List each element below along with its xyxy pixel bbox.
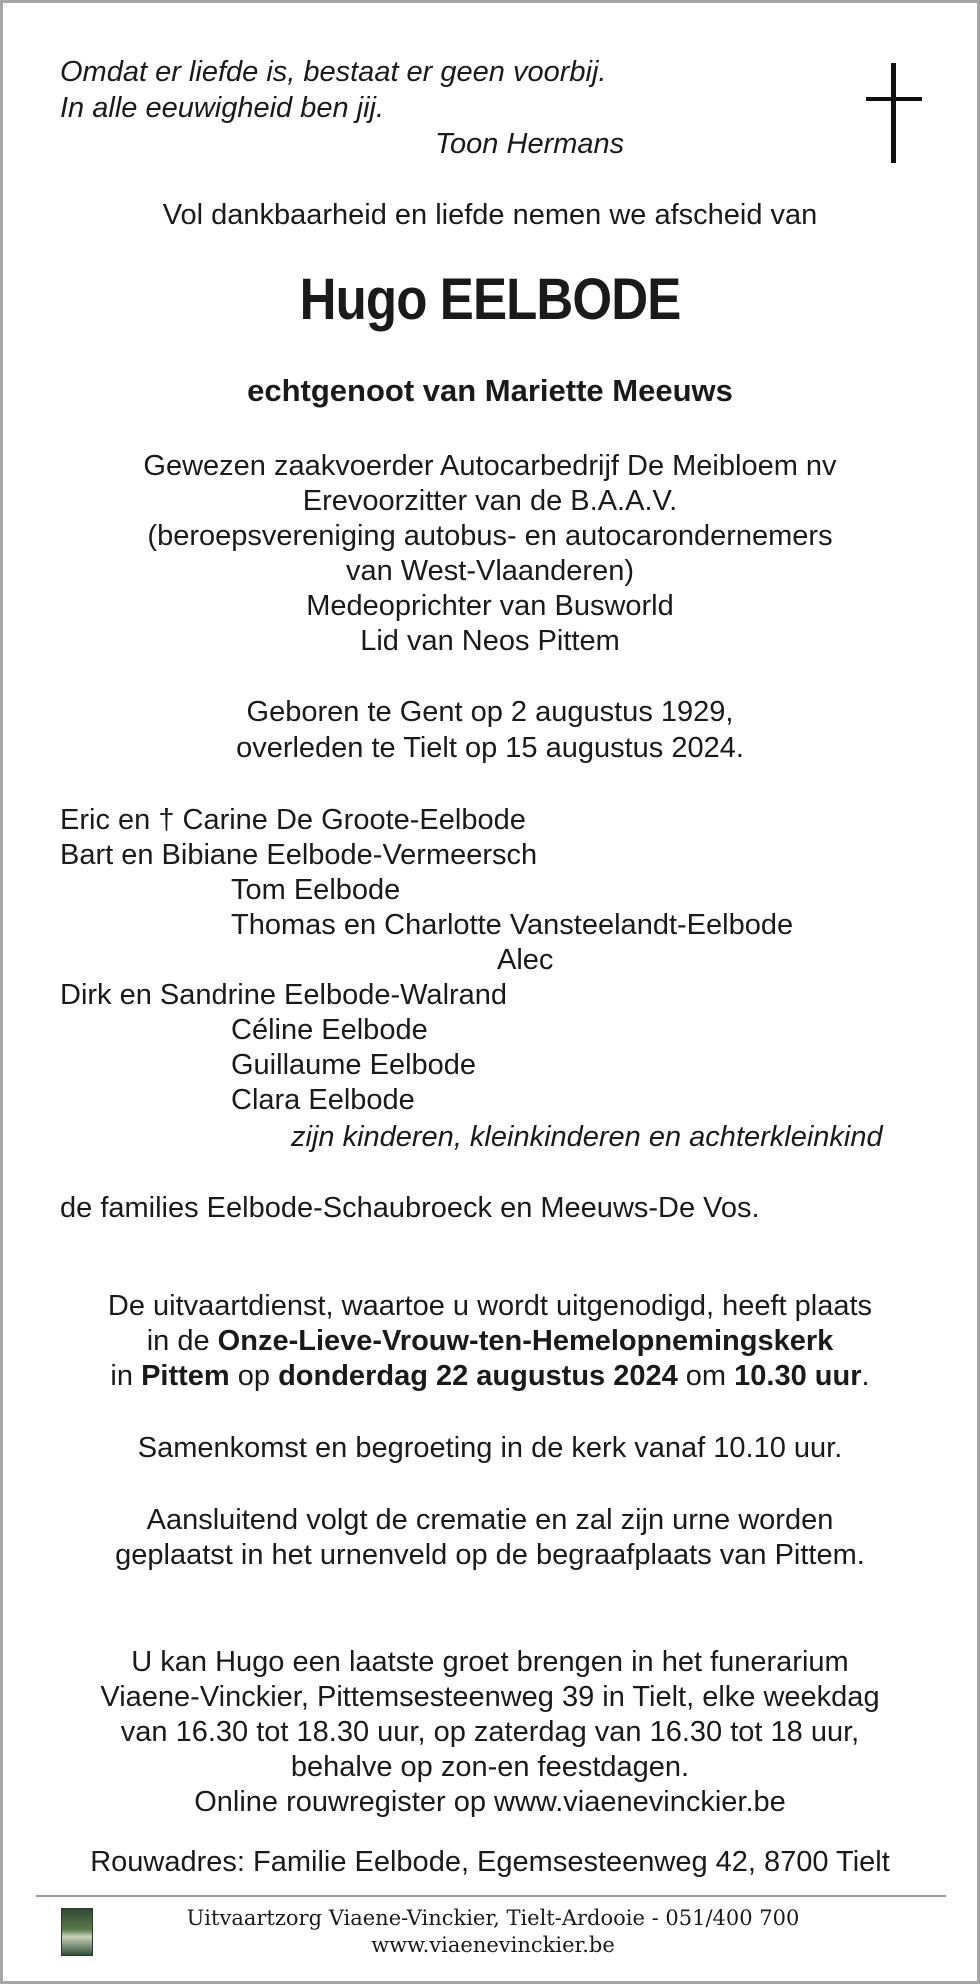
birth-line: Geboren te Gent op 2 augustus 1929, [246, 696, 734, 728]
spouse-line: echtgenoot van Mariette Meeuws [247, 373, 733, 408]
online-register-line: Online rouwregister op www.viaenevinckier.be [194, 1786, 786, 1818]
visit-line: Viaene-Vinckier, Pittemsesteenweg 39 in Tielt, elke weekdag [100, 1681, 880, 1713]
cremation-line-2: geplaatst in het urnenveld op de begraafplaats van Pittem. [115, 1539, 865, 1571]
mourning-address: Rouwadres: Familie Eelbode, Egemsesteenweg 42, 8700 Tielt [90, 1846, 890, 1878]
visit-line: behalve op zon-en feestdagen. [290, 1751, 690, 1783]
footer-divider [36, 1895, 946, 1897]
service-line-1: De uitvaartdienst, waartoe u wordt uitgenodigd, heeft plaats [107, 1290, 873, 1322]
visit-line: van 16.30 tot 18.30 uur, op zaterdag van 16.30 tot 18 uur, [120, 1716, 860, 1748]
family-caption: zijn kinderen, kleinkinderen en achterkleinkind [291, 1121, 883, 1153]
footer-company: Uitvaartzorg Viaene-Vinckier, Tielt-Ardooie - 051/400 700 [186, 1906, 800, 1930]
service-place: Pittem [141, 1360, 230, 1392]
families-line: de families Eelbode-Schaubroeck en Meeuws-De Vos. [60, 1192, 760, 1224]
family-member: Guillaume Eelbode [231, 1049, 477, 1081]
cremation-line-1: Aansluitend volgt de crematie en zal zijn urne worden [146, 1504, 834, 1536]
service-date: donderdag 22 augustus 2024 [278, 1360, 678, 1392]
footer-website: www.viaenevinckier.be [371, 1933, 615, 1957]
funeral-home-logo [61, 1908, 93, 1956]
title-line: Medeoprichter van Busworld [306, 590, 674, 622]
deceased-name: Hugo EELBODE [299, 267, 681, 332]
family-member: Clara Eelbode [231, 1084, 415, 1116]
family-member: Céline Eelbode [231, 1014, 428, 1046]
church-name: Onze-Lieve-Vrouw-ten-Hemelopnemingskerk [217, 1325, 834, 1357]
quote-author: Toon Hermans [435, 128, 625, 160]
quote-line-1: Omdat er liefde is, bestaat er geen voorbij. [60, 56, 607, 88]
service-time: 10.30 uur [734, 1360, 862, 1392]
death-line: overleden te Tielt op 15 augustus 2024. [236, 732, 744, 764]
title-line: Gewezen zaakvoerder Autocarbedrijf De Meibloem nv [143, 450, 837, 482]
quote-line-2: In alle eeuwigheid ben jij. [60, 92, 385, 124]
gathering-line: Samenkomst en begroeting in de kerk vanaf 10.10 uur. [137, 1432, 843, 1464]
service-line-2: in de Onze-Lieve-Vrouw-ten-Hemelopnemingskerk [146, 1325, 834, 1357]
service-line-3: in Pittem op donderdag 22 augustus 2024 om 10.30 uur. [110, 1360, 870, 1392]
cross-icon [866, 63, 922, 163]
title-line: van West-Vlaanderen) [345, 555, 634, 587]
family-member: Dirk en Sandrine Eelbode-Walrand [60, 979, 508, 1011]
title-line: Erevoorzitter van de B.A.A.V. [302, 485, 678, 517]
title-line: Lid van Neos Pittem [360, 625, 620, 657]
visit-line: U kan Hugo een laatste groet brengen in het funerarium [131, 1646, 849, 1678]
family-member: Eric en † Carine De Groote-Eelbode [60, 804, 526, 836]
family-member: Bart en Bibiane Eelbode-Vermeersch [60, 839, 538, 871]
family-member: Thomas en Charlotte Vansteelandt-Eelbode [231, 909, 794, 941]
family-member: Alec [497, 944, 554, 976]
title-line: (beroepsvereniging autobus- en autocarondernemers [147, 520, 833, 552]
family-member: Tom Eelbode [231, 874, 401, 906]
intro-line: Vol dankbaarheid en liefde nemen we afscheid van [162, 199, 818, 231]
